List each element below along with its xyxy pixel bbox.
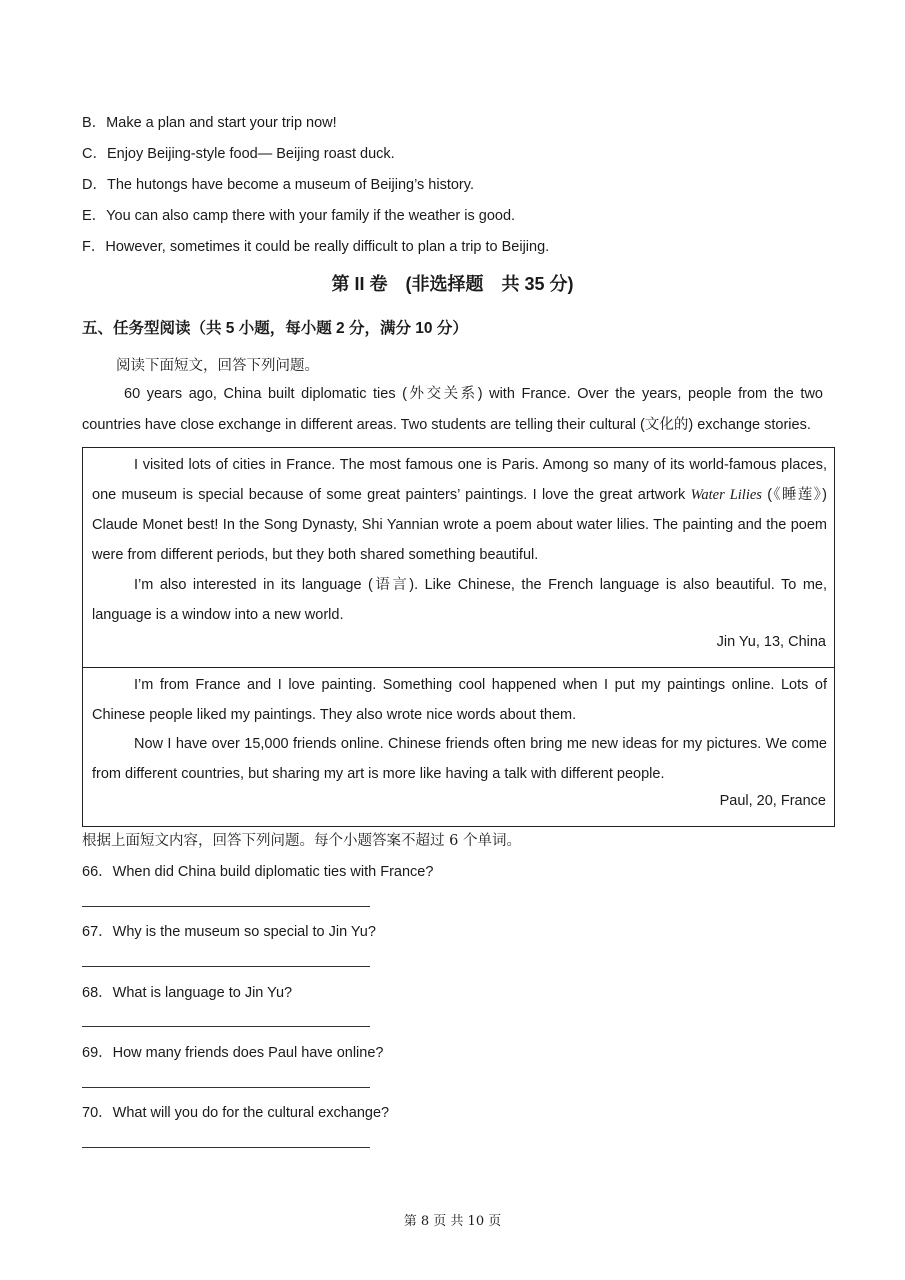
part-title: 第 II 卷 (非选择题 共 35 分) bbox=[331, 274, 574, 294]
question-68: 68．What is language to Jin Yu? bbox=[82, 985, 293, 1001]
story1-paragraph1 bbox=[92, 450, 827, 570]
story-box-jin-yu bbox=[82, 447, 835, 668]
intro-paragraph: 60 years ago, China built diplomatic ties (外交关系) with France. Over the years, people from the two countries have close exchange in different areas. Two students are telling their cultural (文化的) exchange stories. bbox=[82, 386, 823, 433]
answer-line-68[interactable] bbox=[82, 1026, 370, 1027]
option-b: B．Make a plan and start your trip now! bbox=[82, 115, 337, 131]
answer-line-70[interactable] bbox=[82, 1147, 370, 1148]
reading-instruction: 阅读下面短文，回答下列问题。 bbox=[116, 358, 319, 374]
option-e: E．You can also camp there with your family if the weather is good. bbox=[82, 208, 516, 224]
answer-line-66[interactable] bbox=[82, 906, 370, 907]
option-d: D．The hutongs have become a museum of Beijing’s history. bbox=[82, 177, 474, 193]
story1-signature: Jin Yu, 13, China bbox=[716, 634, 826, 650]
section-heading: 五、任务型阅读（共 5 小题，每小题 2 分，满分 10 分） bbox=[82, 320, 468, 337]
option-f: F．However, sometimes it could be really difficult to plan a trip to Beijing. bbox=[82, 239, 550, 255]
answer-line-67[interactable] bbox=[82, 966, 370, 967]
story1-paragraph2: I’m also interested in its language (语言). Like Chinese, the French language is also beautiful. To me, language is a window into a new world. bbox=[92, 577, 827, 623]
story2-paragraph2: Now I have over 15,000 friends online. Chinese friends often bring me new ideas for my pictures. We come from different countries, but sharing my art is more like having a talk with different people. bbox=[92, 736, 827, 782]
question-70: 70．What will you do for the cultural exchange? bbox=[82, 1105, 390, 1121]
option-c: C．Enjoy Beijing-style food— Beijing roast duck. bbox=[82, 146, 395, 162]
answer-instruction: 根据上面短文内容，回答下列问题。每个小题答案不超过 6 个单词。 bbox=[82, 833, 521, 849]
story1-text-a: I visited lots of cities in France. The most famous one is Paris. Among so many of its world-famous places, one museum is special because of some great painters’ paintings. I love the great artwork bbox=[92, 457, 827, 503]
story1-text-b: (《睡莲》) Claude Monet best! In the Song Dynasty, Shi Yannian wrote a poem about water lilies. The painting and the poem were from different periods, but they both shared something beautiful. bbox=[92, 487, 827, 563]
story2-paragraph1: I’m from France and I love painting. Something cool happened when I put my paintings online. Lots of Chinese people liked my paintings. They also wrote nice words about them. bbox=[92, 677, 827, 723]
story-box-paul bbox=[82, 667, 835, 827]
page-footer: 第 8 页 共 10 页 bbox=[403, 1214, 502, 1229]
question-69: 69．How many friends does Paul have online? bbox=[82, 1045, 384, 1061]
answer-line-69[interactable] bbox=[82, 1087, 370, 1088]
question-66: 66．When did China build diplomatic ties with France? bbox=[82, 864, 434, 880]
artwork-title: Water Lilies bbox=[690, 487, 762, 503]
story2-signature: Paul, 20, France bbox=[719, 793, 826, 809]
question-67: 67．Why is the museum so special to Jin Yu? bbox=[82, 924, 376, 940]
